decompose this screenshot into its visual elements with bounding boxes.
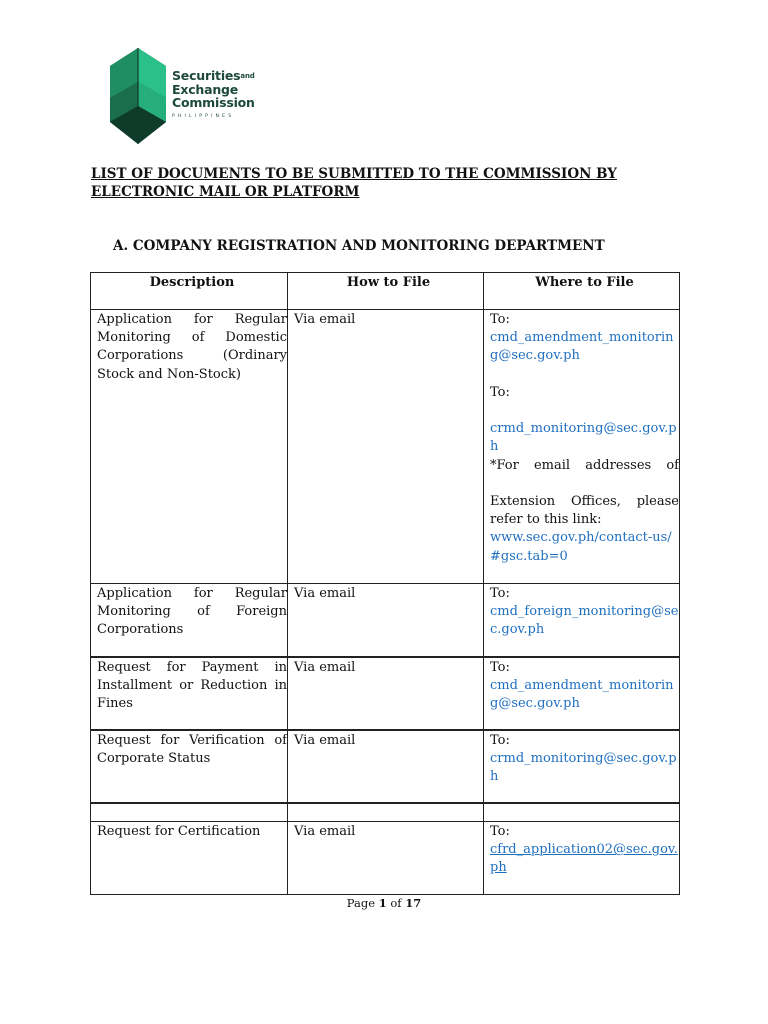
logo-line3: Commission: [172, 95, 255, 110]
email-link[interactable]: crmd_monitoring@sec.gov.ph: [490, 750, 677, 784]
document-title: LIST OF DOCUMENTS TO BE SUBMITTED TO THE COMMISSION BY ELECTRONIC MAIL OR PLATFORM: [91, 166, 617, 200]
page-footer: [0, 896, 768, 910]
row-how-to-file: Via email: [288, 657, 484, 730]
table-row: [91, 657, 680, 730]
table-row: [91, 730, 680, 803]
row-description: Request for Payment in Installment or Reduction in Fines: [91, 657, 288, 730]
row-description: Application for Regular Monitoring of Domestic Corporations (Ordinary Stock and Non-Stock): [91, 310, 288, 584]
sec-logo-emblem-icon: [106, 46, 170, 146]
email-link[interactable]: crmd_monitoring@sec.gov.ph: [490, 421, 677, 455]
row-how-to-file: Via email: [288, 310, 484, 584]
email-link[interactable]: cfrd_application02@sec.gov.ph: [490, 842, 678, 876]
logo-line2: Exchange: [172, 82, 239, 97]
logo-sub: PHILIPPINES: [172, 114, 235, 119]
email-link[interactable]: cmd_amendment_monitoring@sec.gov.ph: [490, 677, 674, 711]
row-where-to-file: [484, 657, 680, 730]
to-label: To:: [490, 586, 510, 601]
documents-table: [90, 272, 680, 895]
to-label: To:: [490, 732, 510, 748]
footer-of-word: of: [390, 896, 402, 910]
row-how-to-file: Via email: [288, 822, 484, 895]
header-how-to-file: How to File: [288, 273, 484, 310]
row-how-to-file: Via email: [288, 584, 484, 657]
table-header-row: [91, 273, 680, 310]
to-label: To:: [490, 384, 510, 400]
footer-page-number: 1: [378, 896, 387, 910]
to-label: To:: [490, 312, 510, 327]
email-link[interactable]: cmd_foreign_monitoring@sec.gov.ph: [490, 604, 679, 638]
sec-logo: [106, 46, 266, 146]
header-where-to-file: Where to File: [484, 273, 680, 310]
row-where-to-file: [484, 310, 680, 584]
logo-line1-small: and: [240, 72, 255, 80]
row-where-to-file: [484, 730, 680, 803]
email-link[interactable]: cmd_amendment_monitoring@sec.gov.ph: [490, 330, 674, 364]
row-where-to-file: [484, 584, 680, 657]
logo-line1: Securities: [172, 68, 241, 83]
row-description: Application for Regular Monitoring of Foreign Corporations: [91, 584, 288, 657]
table-row: [91, 584, 680, 657]
footer-page-word: Page: [346, 896, 376, 910]
row-where-to-file: [484, 822, 680, 895]
to-label: To:: [490, 824, 510, 839]
row-description: Request for Certification: [91, 822, 288, 895]
sec-logo-wordmark: [172, 69, 255, 123]
table-row: [91, 310, 680, 584]
table-row: [91, 822, 680, 895]
header-description: Description: [91, 273, 288, 310]
contact-us-link[interactable]: www.sec.gov.ph/contact-us/#gsc.tab=0: [490, 530, 672, 564]
section-heading: A. COMPANY REGISTRATION AND MONITORING DEPARTMENT: [113, 238, 605, 254]
to-label: To:: [490, 659, 510, 675]
table-row-empty: [91, 803, 680, 822]
footer-page-total: 17: [405, 896, 422, 910]
extension-note-line2: Extension Offices, please refer to this link:: [490, 493, 679, 528]
extension-note-line1: *For email addresses of: [490, 457, 679, 473]
row-description: Request for Verification of Corporate Status: [91, 730, 288, 803]
row-how-to-file: Via email: [288, 730, 484, 803]
